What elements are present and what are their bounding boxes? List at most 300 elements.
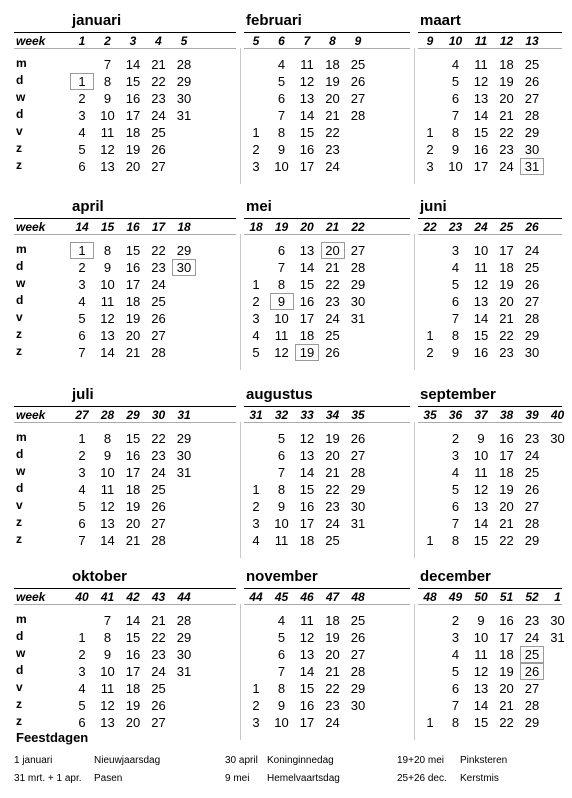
header-bottom-line: [244, 234, 410, 235]
header-top-line: [14, 218, 236, 219]
day-cell: 29: [350, 277, 366, 292]
week-number: 40: [550, 408, 565, 422]
day-cell: 19: [125, 311, 141, 326]
day-cell: 12: [473, 277, 489, 292]
day-cell: 9: [277, 499, 286, 514]
day-cell: 26: [524, 277, 540, 292]
day-cell: 18: [125, 681, 141, 696]
day-cell: 2: [78, 448, 86, 463]
week-number: 9: [426, 34, 434, 48]
day-cell: 31: [176, 108, 192, 123]
day-cell: 20: [499, 294, 514, 309]
day-cell: 12: [299, 630, 315, 645]
day-cell: 8: [451, 715, 460, 730]
day-cell: 30: [350, 294, 366, 309]
day-cell: 22: [499, 533, 514, 548]
week-number: 49: [448, 590, 463, 604]
week-number: 40: [75, 590, 89, 604]
day-cell: 6: [451, 91, 460, 106]
day-cell: 24: [151, 277, 166, 292]
day-cell: 22: [499, 715, 514, 730]
day-cell: 19: [325, 431, 340, 446]
day-cell: 6: [277, 91, 286, 106]
day-cell: 21: [499, 516, 514, 531]
day-cell: 3: [426, 159, 434, 174]
day-label: v: [16, 680, 23, 694]
day-cell: 30: [176, 647, 192, 662]
week-number: 8: [329, 34, 336, 48]
day-cell: 13: [299, 448, 315, 463]
day-cell: 15: [473, 328, 489, 343]
column-divider: [240, 48, 241, 184]
header-bottom-line: [244, 604, 410, 605]
day-cell: 27: [524, 91, 540, 106]
week-number: 43: [151, 590, 166, 604]
day-cell: 14: [473, 311, 489, 326]
day-cell: 5: [78, 142, 86, 157]
week-number: 46: [300, 590, 314, 604]
day-cell: 20: [325, 647, 340, 662]
day-label: v: [16, 498, 23, 512]
day-label: d: [16, 447, 24, 461]
day-label: z: [16, 532, 22, 546]
day-cell: 22: [151, 630, 166, 645]
day-cell: 22: [499, 328, 514, 343]
day-cell: 24: [325, 159, 340, 174]
header-top-line: [418, 588, 562, 589]
day-cell: 8: [103, 74, 112, 89]
day-cell: 15: [125, 243, 141, 258]
week-number: 18: [249, 220, 263, 234]
day-cell: 4: [451, 465, 460, 480]
day-cell: 7: [451, 311, 460, 326]
day-cell: 29: [176, 431, 192, 446]
day-cell: 25: [524, 57, 540, 72]
day-cell: 18: [499, 260, 514, 275]
day-cell: 26: [151, 142, 166, 157]
day-cell: 1: [252, 681, 260, 696]
header-bottom-line: [418, 234, 562, 235]
header-top-line: [244, 218, 410, 219]
day-cell: 12: [473, 664, 489, 679]
week-number: 48: [351, 590, 365, 604]
day-cell: 26: [350, 74, 366, 89]
day-cell: 27: [151, 715, 166, 730]
column-divider: [240, 422, 241, 558]
day-cell: 19: [499, 664, 514, 679]
day-cell: 24: [325, 516, 340, 531]
day-cell: 9: [451, 142, 460, 157]
day-cell: 5: [451, 482, 460, 497]
day-cell: 17: [473, 159, 489, 174]
day-cell: 10: [448, 159, 463, 174]
header-top-line: [244, 588, 410, 589]
month-name: augustus: [246, 386, 313, 403]
day-cell: 25: [350, 613, 366, 628]
day-cell: 2: [252, 142, 260, 157]
day-cell: 18: [499, 57, 514, 72]
day-cell: 1: [70, 73, 94, 90]
day-cell: 26: [151, 499, 166, 514]
day-cell: 20: [499, 91, 514, 106]
week-number: 11: [474, 34, 488, 48]
day-cell: 29: [524, 533, 540, 548]
week-number: 13: [525, 34, 539, 48]
month-name: juli: [72, 386, 94, 403]
header-bottom-line: [14, 234, 236, 235]
day-cell: 2: [252, 698, 260, 713]
day-cell: 23: [325, 698, 340, 713]
day-cell: 11: [474, 260, 488, 275]
week-number: 15: [100, 220, 115, 234]
day-cell: 21: [499, 108, 514, 123]
day-cell: 11: [274, 328, 289, 343]
day-cell: 4: [78, 482, 86, 497]
day-cell: 27: [524, 499, 540, 514]
day-cell: 3: [451, 243, 460, 258]
day-cell: 15: [299, 125, 315, 140]
day-cell: 30: [524, 142, 540, 157]
day-cell: 22: [151, 431, 166, 446]
day-cell: 16: [473, 142, 489, 157]
day-cell: 9: [103, 448, 112, 463]
week-number: 2: [104, 34, 111, 48]
day-cell: 17: [125, 664, 141, 679]
day-cell: 17: [125, 108, 141, 123]
day-cell: 10: [473, 630, 489, 645]
day-cell: 20: [125, 715, 141, 730]
week-number: 1: [78, 34, 86, 48]
day-cell: 7: [78, 533, 86, 548]
day-cell: 3: [78, 664, 86, 679]
month-name: mei: [246, 198, 272, 215]
week-number: 16: [126, 220, 140, 234]
day-cell: 8: [103, 243, 112, 258]
week-number: 9: [354, 34, 362, 48]
day-label: d: [16, 663, 24, 677]
day-cell: 24: [325, 715, 340, 730]
day-cell: 16: [473, 345, 489, 360]
holiday-name: Koninginnedag: [267, 755, 334, 766]
day-cell: 2: [78, 260, 86, 275]
month-name: februari: [246, 12, 302, 29]
day-cell: 16: [125, 91, 141, 106]
header-top-line: [14, 588, 236, 589]
week-number: 22: [423, 220, 437, 234]
header-bottom-line: [418, 604, 562, 605]
day-cell: 13: [473, 499, 489, 514]
day-cell: 20: [321, 242, 345, 259]
day-cell: 19: [499, 482, 514, 497]
day-cell: 19: [499, 74, 514, 89]
day-cell: 5: [78, 698, 86, 713]
day-cell: 10: [274, 159, 289, 174]
day-cell: 8: [103, 630, 112, 645]
day-cell: 21: [499, 698, 514, 713]
month-name: november: [246, 568, 318, 585]
day-cell: 24: [151, 664, 166, 679]
day-cell: 25: [350, 57, 366, 72]
day-cell: 15: [473, 125, 489, 140]
day-cell: 2: [252, 294, 260, 309]
day-cell: 22: [325, 125, 340, 140]
day-cell: 29: [176, 630, 192, 645]
day-cell: 6: [277, 243, 286, 258]
day-cell: 29: [524, 125, 540, 140]
month-name: april: [72, 198, 104, 215]
header-bottom-line: [244, 48, 410, 49]
day-cell: 1: [426, 328, 434, 343]
day-label: w: [16, 90, 26, 104]
day-cell: 2: [252, 499, 260, 514]
day-cell: 4: [78, 294, 86, 309]
day-cell: 5: [277, 630, 286, 645]
week-number: 7: [303, 34, 311, 48]
day-cell: 7: [78, 345, 86, 360]
day-cell: 15: [299, 482, 315, 497]
day-cell: 3: [78, 108, 86, 123]
day-cell: 13: [299, 243, 315, 258]
day-cell: 5: [451, 277, 460, 292]
day-cell: 9: [103, 647, 112, 662]
day-cell: 14: [100, 533, 115, 548]
day-cell: 11: [474, 465, 488, 480]
day-cell: 4: [277, 57, 286, 72]
day-cell: 27: [151, 328, 166, 343]
day-cell: 1: [426, 715, 434, 730]
day-cell: 7: [103, 613, 112, 628]
day-cell: 6: [277, 647, 286, 662]
day-label: m: [16, 430, 27, 444]
day-label: z: [16, 697, 22, 711]
day-label: d: [16, 293, 24, 307]
day-cell: 10: [274, 311, 289, 326]
day-cell: 30: [550, 431, 565, 446]
week-number: 12: [499, 34, 514, 48]
week-number: 20: [300, 220, 314, 234]
day-cell: 31: [176, 465, 192, 480]
day-cell: 18: [125, 294, 141, 309]
day-cell: 28: [524, 516, 540, 531]
day-cell: 22: [151, 74, 166, 89]
day-cell: 16: [499, 613, 514, 628]
day-cell: 14: [125, 57, 141, 72]
day-cell: 25: [325, 533, 340, 548]
week-number: 37: [474, 408, 488, 422]
day-cell: 21: [325, 664, 340, 679]
day-cell: 1: [78, 630, 86, 645]
day-cell: 23: [151, 448, 166, 463]
day-cell: 28: [350, 465, 366, 480]
day-cell: 10: [100, 465, 115, 480]
week-number: 32: [274, 408, 289, 422]
holiday-name: Pinksteren: [460, 755, 508, 766]
day-cell: 19: [499, 277, 514, 292]
day-cell: 1: [78, 431, 86, 446]
column-divider: [414, 422, 415, 558]
day-cell: 5: [78, 499, 86, 514]
day-cell: 21: [325, 465, 340, 480]
day-cell: 14: [299, 260, 315, 275]
day-cell: 4: [78, 125, 86, 140]
day-cell: 27: [350, 91, 366, 106]
day-cell: 11: [474, 647, 488, 662]
day-cell: 29: [176, 243, 192, 258]
month-name: december: [420, 568, 491, 585]
day-cell: 24: [524, 630, 540, 645]
day-cell: 2: [78, 91, 86, 106]
holiday-name: Hemelvaartsdag: [267, 773, 340, 784]
day-cell: 28: [350, 108, 366, 123]
day-cell: 2: [78, 647, 86, 662]
day-cell: 7: [277, 664, 286, 679]
day-cell: 14: [473, 516, 489, 531]
week-number: 21: [325, 220, 340, 234]
day-cell: 24: [151, 108, 166, 123]
day-cell: 6: [78, 159, 86, 174]
day-cell: 24: [499, 159, 514, 174]
day-cell: 11: [100, 681, 115, 696]
day-cell: 21: [325, 108, 340, 123]
day-cell: 9: [277, 698, 286, 713]
month-name: maart: [420, 12, 461, 29]
day-cell: 4: [252, 533, 260, 548]
day-cell: 3: [252, 311, 260, 326]
day-cell: 14: [100, 345, 115, 360]
day-cell: 1: [252, 125, 260, 140]
day-cell: 23: [325, 142, 340, 157]
week-number: 6: [278, 34, 285, 48]
day-cell: 26: [524, 482, 540, 497]
day-cell: 26: [325, 345, 340, 360]
header-bottom-line: [14, 48, 236, 49]
day-cell: 5: [252, 345, 260, 360]
day-cell: 28: [176, 57, 192, 72]
week-number: 31: [177, 408, 191, 422]
day-cell: 11: [100, 294, 115, 309]
week-number: 28: [100, 408, 115, 422]
day-label: z: [16, 158, 22, 172]
header-top-line: [244, 32, 410, 33]
header-top-line: [418, 218, 562, 219]
day-cell: 28: [151, 345, 166, 360]
day-cell: 26: [151, 311, 166, 326]
day-cell: 16: [499, 431, 514, 446]
day-cell: 6: [451, 294, 460, 309]
day-cell: 16: [125, 260, 141, 275]
day-cell: 24: [325, 311, 340, 326]
day-cell: 28: [524, 311, 540, 326]
day-cell: 5: [277, 74, 286, 89]
day-cell: 17: [499, 243, 514, 258]
day-cell: 23: [499, 345, 514, 360]
day-cell: 4: [451, 647, 460, 662]
day-cell: 7: [103, 57, 112, 72]
day-cell: 5: [451, 74, 460, 89]
holiday-date: 30 april: [225, 755, 258, 766]
day-cell: 27: [151, 159, 166, 174]
holiday-name: Nieuwjaarsdag: [94, 755, 161, 766]
day-cell: 23: [499, 142, 514, 157]
day-cell: 19: [125, 698, 141, 713]
day-cell: 20: [125, 328, 141, 343]
day-cell: 25: [151, 125, 166, 140]
day-cell: 17: [299, 311, 315, 326]
day-cell: 8: [451, 328, 460, 343]
day-cell: 13: [100, 328, 115, 343]
week-number: 29: [126, 408, 140, 422]
day-label: v: [16, 124, 23, 138]
day-cell: 21: [151, 613, 166, 628]
day-cell: 3: [451, 448, 460, 463]
day-cell: 15: [125, 431, 141, 446]
day-cell: 21: [499, 311, 514, 326]
day-cell: 17: [499, 630, 514, 645]
day-label: d: [16, 259, 24, 273]
day-cell: 28: [350, 664, 366, 679]
day-cell: 14: [473, 698, 489, 713]
day-cell: 30: [176, 448, 192, 463]
day-cell: 18: [325, 57, 340, 72]
day-cell: 19: [125, 499, 141, 514]
week-number: 36: [448, 408, 463, 422]
day-cell: 8: [103, 431, 112, 446]
day-cell: 13: [473, 91, 489, 106]
day-cell: 29: [176, 74, 192, 89]
day-label: m: [16, 612, 27, 626]
day-cell: 18: [125, 125, 141, 140]
day-cell: 10: [274, 516, 289, 531]
day-cell: 9: [277, 142, 286, 157]
day-cell: 7: [277, 108, 286, 123]
day-cell: 31: [350, 516, 366, 531]
day-cell: 30: [350, 499, 366, 514]
day-cell: 3: [252, 159, 260, 174]
month-name: juni: [420, 198, 447, 215]
day-cell: 18: [499, 647, 514, 662]
week-number: 45: [274, 590, 289, 604]
day-cell: 15: [473, 533, 489, 548]
day-cell: 18: [299, 328, 315, 343]
day-cell: 15: [125, 74, 141, 89]
day-cell: 26: [350, 431, 366, 446]
header-top-line: [244, 406, 410, 407]
day-cell: 23: [151, 647, 166, 662]
day-cell: 16: [125, 647, 141, 662]
week-number: 26: [525, 220, 539, 234]
day-cell: 9: [477, 613, 485, 628]
day-cell: 16: [299, 142, 315, 157]
day-cell: 9: [103, 91, 112, 106]
day-cell: 25: [151, 294, 166, 309]
day-cell: 18: [299, 533, 315, 548]
day-cell: 22: [325, 277, 340, 292]
day-cell: 28: [350, 260, 366, 275]
week-number: 48: [423, 590, 437, 604]
day-cell: 30: [550, 613, 565, 628]
day-cell: 23: [151, 91, 166, 106]
day-cell: 17: [299, 159, 315, 174]
day-cell: 9: [103, 260, 112, 275]
week-number: 47: [325, 590, 340, 604]
week-number: 44: [249, 590, 263, 604]
week-label: week: [16, 408, 46, 422]
day-cell: 10: [473, 243, 489, 258]
day-cell: 25: [524, 465, 540, 480]
day-cell: 7: [451, 108, 460, 123]
day-cell: 3: [252, 715, 260, 730]
day-cell: 12: [299, 74, 315, 89]
